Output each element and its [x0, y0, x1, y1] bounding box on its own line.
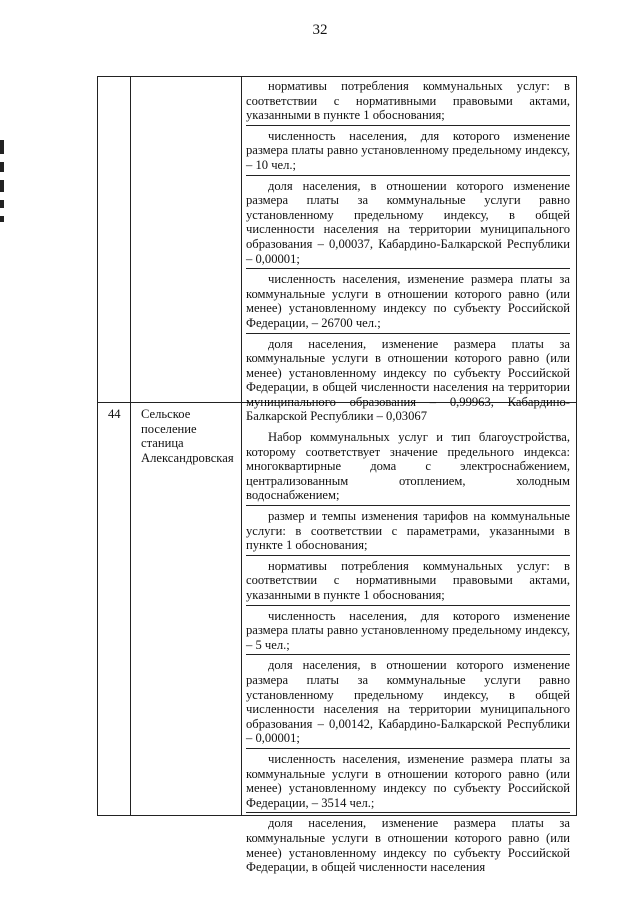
indicator-paragraph: доля населения, изменение размера платы за коммунальные услуги в отношении которого равно (или менее) установленному индексу по субъекту Российской Федерации, в общей численности населения на территории муниципального образования – 0,99963, Кабардино-Балкарской Республики – 0,03067	[246, 336, 570, 424]
indicator-paragraph: доля населения, в отношении которого изменение размера платы за коммунальные услуги равно установленному предельному индексу, в общей численности населения на территории муниципального образования – 0,00142, Кабардино-Балкарской Республики – 0,00001;	[246, 658, 570, 749]
indicator-paragraph: Набор коммунальных услуг и тип благоустройства, которому соответствует значение предельного индекса: многоквартирные дома с электроснабжением, централизованным отоплением, холодным водоснабжением;	[246, 430, 570, 506]
settlement-name: Сельское поселение станица Александровская	[141, 407, 234, 465]
indicator-paragraph: размер и темпы изменения тарифов на коммунальные услуги: в соответствии с параметрами, указанными в пункте 1 обоснования;	[246, 509, 570, 556]
page-number: 32	[312, 22, 328, 38]
indicator-paragraph: численность населения, изменение размера платы за коммунальные услуги в отношении которого равно (или менее) установленному индексу по субъекту Российской Федерации, – 3514 чел.;	[246, 752, 570, 813]
indicators-column	[246, 79, 570, 880]
indicator-paragraph: численность населения, для которого изменение размера платы равно установленному предельному индексу, – 5 чел.;	[246, 609, 570, 656]
document-table	[97, 76, 577, 875]
indicator-paragraph: нормативы потребления коммунальных услуг: в соответствии с нормативными правовыми актами, указанными в пункте 1 обоснования;	[246, 79, 570, 126]
column-divider	[241, 77, 242, 815]
indicator-paragraph: нормативы потребления коммунальных услуг: в соответствии с нормативными правовыми актами, указанными в пункте 1 обоснования;	[246, 559, 570, 606]
indicator-paragraph: численность населения, изменение размера платы за коммунальные услуги в отношении которого равно (или менее) установленному индексу по субъекту Российской Федерации, – 26700 чел.;	[246, 272, 570, 333]
indicator-paragraph: доля населения, изменение размера платы за коммунальные услуги в отношении которого равно (или менее) установленному индексу по субъекту Российской Федерации, в общей численности населения	[246, 816, 570, 875]
row-number: 44	[108, 407, 121, 421]
binding-marks	[0, 140, 6, 230]
column-divider	[130, 77, 131, 815]
indicator-paragraph: численность населения, для которого изменение размера платы равно установленному предельному индексу, – 10 чел.;	[246, 129, 570, 176]
indicator-paragraph: доля населения, в отношении которого изменение размера платы за коммунальные услуги равно установленному предельному индексу, в общей численности населения на территории муниципального образования – 0,00037, Кабардино-Балкарской Республики – 0,00001;	[246, 179, 570, 270]
